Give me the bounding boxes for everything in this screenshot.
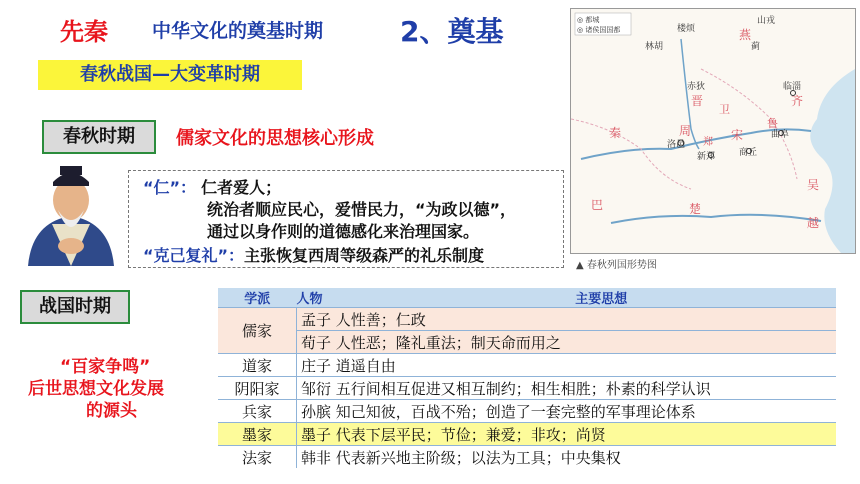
ren-line (143, 175, 281, 198)
map-state-zhou: 周 (679, 124, 692, 138)
school-cell: 道家 (218, 354, 297, 377)
ren-moral-rule: 通过以身作则的道德感化来治理国家。 (207, 222, 480, 241)
keji-label: “克己复礼”： (143, 246, 245, 265)
era-banner-label: 春秋战国—大变革时期 (80, 64, 260, 85)
map-place-qufu: 曲阜 (771, 130, 790, 140)
map-state-chu: 楚 (689, 202, 702, 216)
baijia-title: “百家争鸣” (60, 357, 151, 377)
map-state-qin: 秦 (609, 126, 622, 140)
ren-definition: 仁者爱人； (201, 178, 282, 197)
map-state-jin: 晋 (691, 94, 704, 108)
school-cell: 墨家 (218, 423, 297, 446)
schools-table (218, 288, 836, 468)
ideas-cell: 荀子 人性恶；隆礼重法；制天命而用之 (297, 331, 837, 354)
school-cell: 阴阳家 (218, 377, 297, 400)
map-state-qi: 齐 (791, 94, 804, 108)
school-cell: 兵家 (218, 400, 297, 423)
map-place-linhu: 林胡 (645, 42, 664, 52)
col-person: 人物 (297, 288, 367, 308)
col-ideas: 主要思想 (367, 288, 837, 308)
confucian-core-heading: 儒家文化的思想核心形成 (176, 128, 374, 149)
map-legend-capital: ◎ 都城 (577, 16, 600, 24)
map-place-shanrong: 山戎 (757, 16, 776, 26)
ren-quote-box (128, 170, 564, 268)
ideas-cell: 邹衍 五行间相互促进又相互制约；相生相胜；朴素的科学认识 (297, 377, 837, 400)
stage-title: 中华文化的奠基时期 (152, 20, 324, 42)
col-school: 学派 (218, 288, 297, 308)
school-cell: 法家 (218, 446, 297, 469)
era-title: 先秦 (60, 18, 108, 46)
map-place-loufan: 楼烦 (677, 24, 696, 34)
baijia-desc-1: 后世思想文化发展 (28, 379, 164, 399)
map-state-lu: 鲁 (767, 117, 778, 130)
ideas-cell: 孙膑 知己知彼，百战不殆；创造了一套完整的军事理论体系 (297, 400, 837, 423)
map-state-song: 宋 (731, 128, 744, 142)
map-place-chidi: 赤狄 (687, 82, 706, 92)
table-row (218, 331, 836, 354)
table-row (218, 308, 836, 331)
ideas-cell: 韩非 代表新兴地主阶级；以法为工具；中央集权 (297, 446, 837, 469)
map-state-ba: 巴 (591, 198, 604, 212)
map-legend-vassal: ◎ 诸侯国国都 (577, 26, 621, 34)
table-row (218, 354, 836, 377)
baijia-desc-2: 的源头 (86, 401, 137, 421)
map-state-wu: 吴 (807, 178, 820, 192)
zhanguo-tag: 战国时期 (20, 290, 130, 324)
keji-text: 主张恢复西周等级森严的礼乐制度 (244, 246, 485, 265)
map-caption: ▲ 春秋列国形势图 (576, 260, 657, 271)
map-place-shangqiu: 商丘 (739, 148, 758, 158)
section-title: 2、奠基 (400, 15, 504, 48)
ideas-cell: 墨子 代表下层平民；节俭；兼爱；非攻；尚贤 (297, 423, 837, 446)
chunqiu-map (570, 8, 856, 254)
table-header-row (218, 288, 836, 308)
ideas-cell: 庄子 逍遥自由 (297, 354, 837, 377)
table-row (218, 423, 836, 446)
map-state-wei: 卫 (719, 103, 730, 116)
school-cell: 儒家 (218, 308, 297, 354)
ren-label: “仁”： (143, 178, 197, 197)
table-row (218, 377, 836, 400)
ren-governance: 统治者顺应民心，爱惜民力，“为政以德”， (207, 200, 517, 219)
map-state-yan: 燕 (739, 28, 752, 42)
map-state-yue: 越 (807, 216, 820, 230)
map-state-zheng: 郑 (703, 137, 713, 148)
map-place-ji: 蓟 (751, 42, 761, 52)
confucius-portrait (22, 160, 120, 266)
map-place-xinzheng: 新郑 (697, 152, 716, 162)
table-row (218, 400, 836, 423)
era-banner (38, 60, 302, 90)
ideas-cell: 孟子 人性善；仁政 (297, 308, 837, 331)
chunqiu-tag: 春秋时期 (42, 120, 156, 154)
map-place-linzi: 临淄 (783, 82, 802, 92)
map-place-luoyi: 洛邑 (667, 140, 686, 150)
keji-line (143, 243, 484, 266)
table-row (218, 446, 836, 469)
